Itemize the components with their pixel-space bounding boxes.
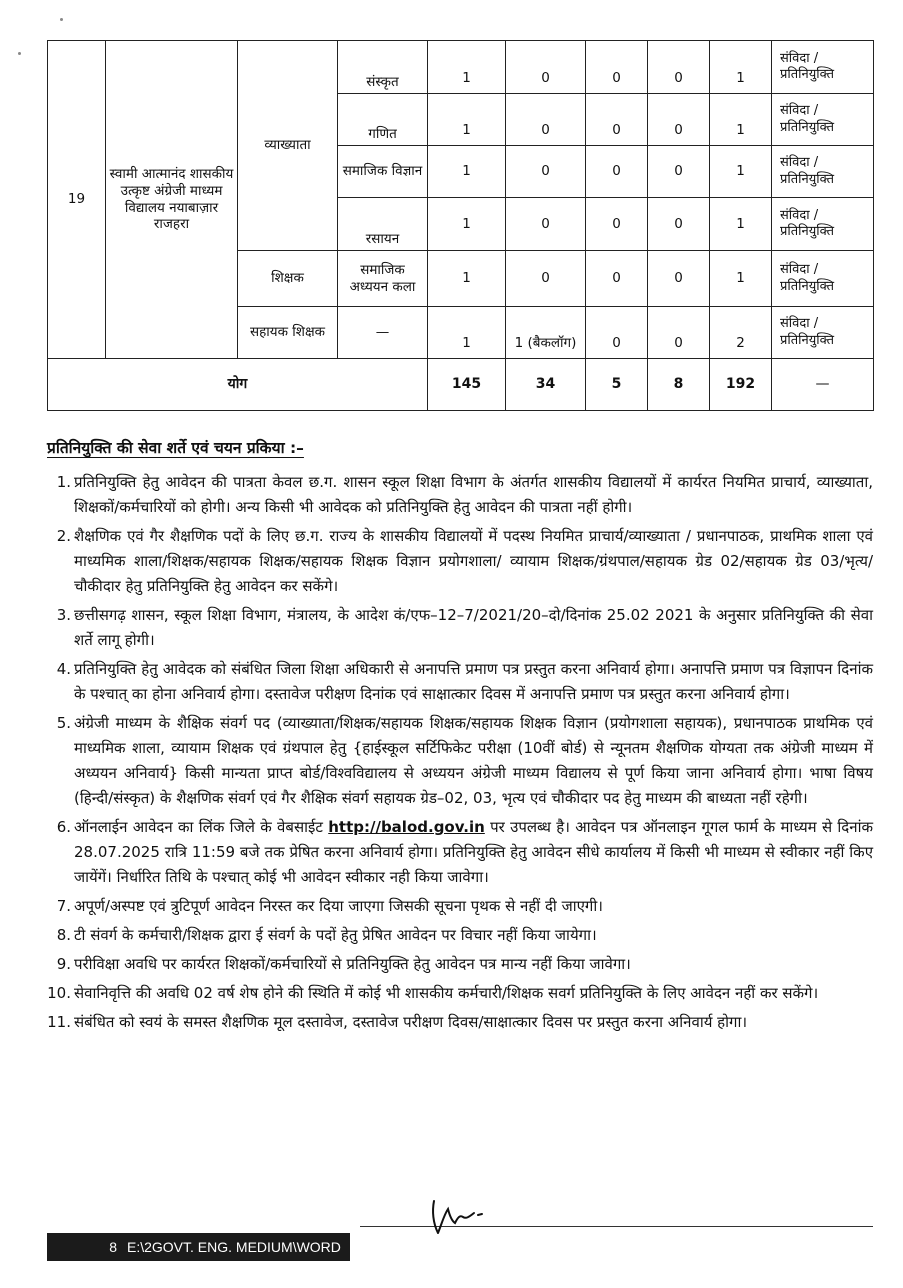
post-cell: व्याख्याता xyxy=(238,41,338,251)
item-number: 3. xyxy=(56,606,71,624)
subject-cell: — xyxy=(338,307,428,359)
mode-cell: संविदा / प्रतिनियुक्ति xyxy=(772,198,874,251)
post-cell: सहायक शिक्षक xyxy=(238,307,338,359)
list-item xyxy=(47,923,873,948)
mode-cell: संविदा / प्रतिनियुक्ति xyxy=(772,94,874,146)
count-cell: 1 xyxy=(428,94,506,146)
count-cell: 0 xyxy=(506,198,586,251)
item-text: प्रतिनियुक्ति हेतु आवेदन की पात्रता केवल छ.ग. शासन स्कूल शिक्षा विभाग के अंतर्गत शासकीय विद्यालयों में कार्यरत नियमित प्राचार्य, व्याख्याता, शिक्षकों/कर्मचारियों को होगी। अन्य किसी भी आवेदक को प्रतिनियुक्ति हेतु आवेदन की पात्रता नहीं होगी। xyxy=(74,473,873,516)
item-text: परीविक्षा अवधि पर कार्यरत शिक्षकों/कर्मचारियों से प्रतिनियुक्ति हेतु आवेदन पत्र मान्य नहीं किया जावेगा। xyxy=(74,955,631,973)
website-link[interactable]: http://balod.gov.in xyxy=(328,818,485,836)
mode-cell: संविदा / प्रतिनियुक्ति xyxy=(772,307,874,359)
list-item xyxy=(47,470,873,520)
item-text: अंग्रेजी माध्यम के शैक्षिक संवर्ग पद (व्याख्याता/शिक्षक/सहायक शिक्षक/सहायक शिक्षक विज्ञान (प्रयोगशाला सहायक), प्रधानपाठक प्राथमिक एवं माध्यमिक शाला, व्यायाम शिक्षक एवं ग्रंथपाल हेतु {हाईस्कूल सर्टिफिकेट परीक्षा (10वीं बोर्ड) से न्यूनतम शैक्षणिक योग्यता तक अंग्रेजी माध्यम में अध्ययन अनिवार्य} किसी मान्यता प्राप्त बोर्ड/विश्वविद्यालय से अध्ययन अंग्रेजी माध्यम विद्यालय से पूर्ण किया जाना अनिवार्य होगा। भाषा विषय (हिन्दी/संस्कृत) के शैक्षणिक संवर्ग एवं गैर शैक्षिक संवर्ग सहायक ग्रेड–02, 03, भृत्य एवं चौकीदार पद हेतु माध्यम की बाध्यता नहीं रहेगी। xyxy=(74,714,873,807)
list-item xyxy=(47,981,873,1006)
item-number: 9. xyxy=(56,955,71,973)
scan-speck xyxy=(18,52,21,55)
count-cell: 0 xyxy=(586,198,648,251)
item-number: 6. xyxy=(56,818,71,836)
serial-cell: 19 xyxy=(48,41,106,359)
subject-cell: समाजिक अध्ययन कला xyxy=(338,251,428,307)
item-text-part: पर उपलब्ध है। आवेदन पत्र ऑनलाइन गूगल फार्म के माध्यम से दिनांक 28.07.2025 रात्रि 11:59 बजे तक प्रेषित करना अनिवार्य होगा। प्रतिनियुक्ति हेतु आवेदन सीधे कार्यालय में किसी भी माध्यम से स्वीकार नहीं किए जायेंगें। निर्धारित तिथि के पश्चात् कोई भी आवेदन स्वीकार नही किया जावेगा। xyxy=(74,818,873,886)
count-cell: 0 xyxy=(586,307,648,359)
item-number: 5. xyxy=(56,714,71,732)
signature-mark xyxy=(422,1193,512,1239)
total-cell: 1 xyxy=(710,146,772,198)
item-text: अपूर्ण/अस्पष्ट एवं त्रुटिपूर्ण आवेदन निरस्त कर दिया जाएगा जिसकी सूचना पृथक से नहीं दी जाएगी। xyxy=(74,897,603,915)
count-cell: 0 xyxy=(506,94,586,146)
total-cell: 1 xyxy=(710,41,772,94)
count-cell: 0 xyxy=(648,146,710,198)
count-cell: 0 xyxy=(506,41,586,94)
total-cell: 2 xyxy=(710,307,772,359)
total-mode-cell: — xyxy=(772,359,874,411)
total-cell: 1 xyxy=(710,198,772,251)
count-cell: 1 xyxy=(428,307,506,359)
mode-cell: संविदा / प्रतिनियुक्ति xyxy=(772,251,874,307)
list-item xyxy=(47,603,873,653)
count-cell: 1 xyxy=(428,146,506,198)
count-cell: 0 xyxy=(586,94,648,146)
total-cell: 1 xyxy=(710,251,772,307)
mode-cell: संविदा / प्रतिनियुक्ति xyxy=(772,41,874,94)
count-cell: 0 xyxy=(648,41,710,94)
item-text-part: ऑनलाईन आवेदन का लिंक जिले के वेबसाईट xyxy=(74,818,329,836)
count-cell: 1 xyxy=(428,251,506,307)
item-text: छत्तीसगढ़ शासन, स्कूल शिक्षा विभाग, मंत्रालय, के आदेश कं/एफ–12–7/2021/20–दो/दिनांक 25.02 2021 के अनुसार प्रतिनियुक्ति की सेवा शर्ते लागू होगी। xyxy=(74,606,873,649)
school-name-cell: स्वामी आत्मानंद शासकीय उत्कृष्ट अंग्रेजी माध्यम विद्यालय नयाबाज़ार राजहरा xyxy=(106,41,238,359)
file-path: E:\2GOVT. ENG. MEDIUM\WORD xyxy=(127,1239,341,1255)
total-count-cell: 145 xyxy=(428,359,506,411)
item-number: 1. xyxy=(56,473,71,491)
total-count-cell: 5 xyxy=(586,359,648,411)
item-number: 8. xyxy=(56,926,71,944)
count-cell: 0 xyxy=(648,198,710,251)
item-text: संबंधित को स्वयं के समस्त शैक्षणिक मूल दस्तावेज, दस्तावेज परीक्षण दिवस/साक्षात्कार दिवस पर प्रस्तुत करना अनिवार्य होगा। xyxy=(74,1013,748,1031)
list-item xyxy=(47,894,873,919)
total-count-cell: 8 xyxy=(648,359,710,411)
count-cell: 1 xyxy=(428,41,506,94)
item-number: 2. xyxy=(56,527,71,545)
conditions-list xyxy=(47,470,873,1039)
list-item xyxy=(47,815,873,890)
count-cell: 0 xyxy=(506,251,586,307)
item-number: 10. xyxy=(47,984,71,1002)
total-cell: 1 xyxy=(710,94,772,146)
count-cell: 1 xyxy=(428,198,506,251)
post-cell: शिक्षक xyxy=(238,251,338,307)
table-row xyxy=(48,41,874,94)
grand-total-cell: 192 xyxy=(710,359,772,411)
item-number: 11. xyxy=(47,1013,71,1031)
total-count-cell: 34 xyxy=(506,359,586,411)
item-text: टी संवर्ग के कर्मचारी/शिक्षक द्वारा ई संवर्ग के पदों हेतु प्रेषित आवेदन पर विचार नहीं किया जायेगा। xyxy=(74,926,597,944)
list-item xyxy=(47,524,873,599)
subject-cell: संस्कृत xyxy=(338,41,428,94)
list-item xyxy=(47,711,873,811)
list-item xyxy=(47,657,873,707)
list-item xyxy=(47,1010,873,1035)
item-text xyxy=(74,815,873,890)
footer-bar xyxy=(47,1233,350,1261)
section-heading: प्रतिनियुक्ति की सेवा शर्ते एवं चयन प्रकिया :– xyxy=(47,439,304,457)
item-number: 7. xyxy=(56,897,71,915)
item-text: प्रतिनियुक्ति हेतु आवेदक को संबंधित जिला शिक्षा अधिकारी से अनापत्ति प्रमाण पत्र प्रस्तुत करना अनिवार्य होगा। अनापत्ति प्रमाण पत्र विज्ञापन दिनांक के पश्चात् का होना अनिवार्य होगा। दस्तावेज परीक्षण दिनांक एवं साक्षात्कार दिवस में अनापत्ति प्रमाण पत्र प्रस्तुत करना अनिवार्य होगा। xyxy=(74,660,873,703)
subject-cell: रसायन xyxy=(338,198,428,251)
count-cell: 0 xyxy=(506,146,586,198)
count-cell: 0 xyxy=(648,251,710,307)
vacancy-table xyxy=(47,40,874,411)
count-cell: 0 xyxy=(586,146,648,198)
count-cell: 0 xyxy=(648,94,710,146)
item-text: शैक्षणिक एवं गैर शैक्षणिक पदों के लिए छ.ग. राज्य के शासकीय विद्यालयों में पदस्थ नियमित प्राचार्य/व्याख्याता / प्रधानपाठक, प्राथमिक शाला एवं माध्यमिक शाला/शिक्षक/सहायक शिक्षक/सहायक शिक्षक विज्ञान प्रयोगशाला/ व्यायाम शिक्षक/ग्रंथपाल/सहायक ग्रेड 02/सहायक ग्रेड 03/भृत्य/चौकीदार हेतु प्रतिनियुक्ति हेतु आवेदन कर सकेंगे। xyxy=(74,527,873,595)
count-cell: 1 (बैकलॉग) xyxy=(506,307,586,359)
list-item xyxy=(47,952,873,977)
mode-cell: संविदा / प्रतिनियुक्ति xyxy=(772,146,874,198)
total-row xyxy=(48,359,874,411)
item-number: 4. xyxy=(56,660,71,678)
count-cell: 0 xyxy=(648,307,710,359)
count-cell: 0 xyxy=(586,41,648,94)
item-text: सेवानिवृत्ति की अवधि 02 वर्ष शेष होने की स्थिति में कोई भी शासकीय कर्मचारी/शिक्षक सवर्ग प्रतिनियुक्ति के लिए आवेदन नहीं कर सकेंगे। xyxy=(74,984,819,1002)
count-cell: 0 xyxy=(586,251,648,307)
scan-speck xyxy=(60,18,63,21)
total-label: योग xyxy=(48,359,428,411)
page-number: 8 xyxy=(109,1239,117,1255)
subject-cell: गणित xyxy=(338,94,428,146)
subject-cell: समाजिक विज्ञान xyxy=(338,146,428,198)
